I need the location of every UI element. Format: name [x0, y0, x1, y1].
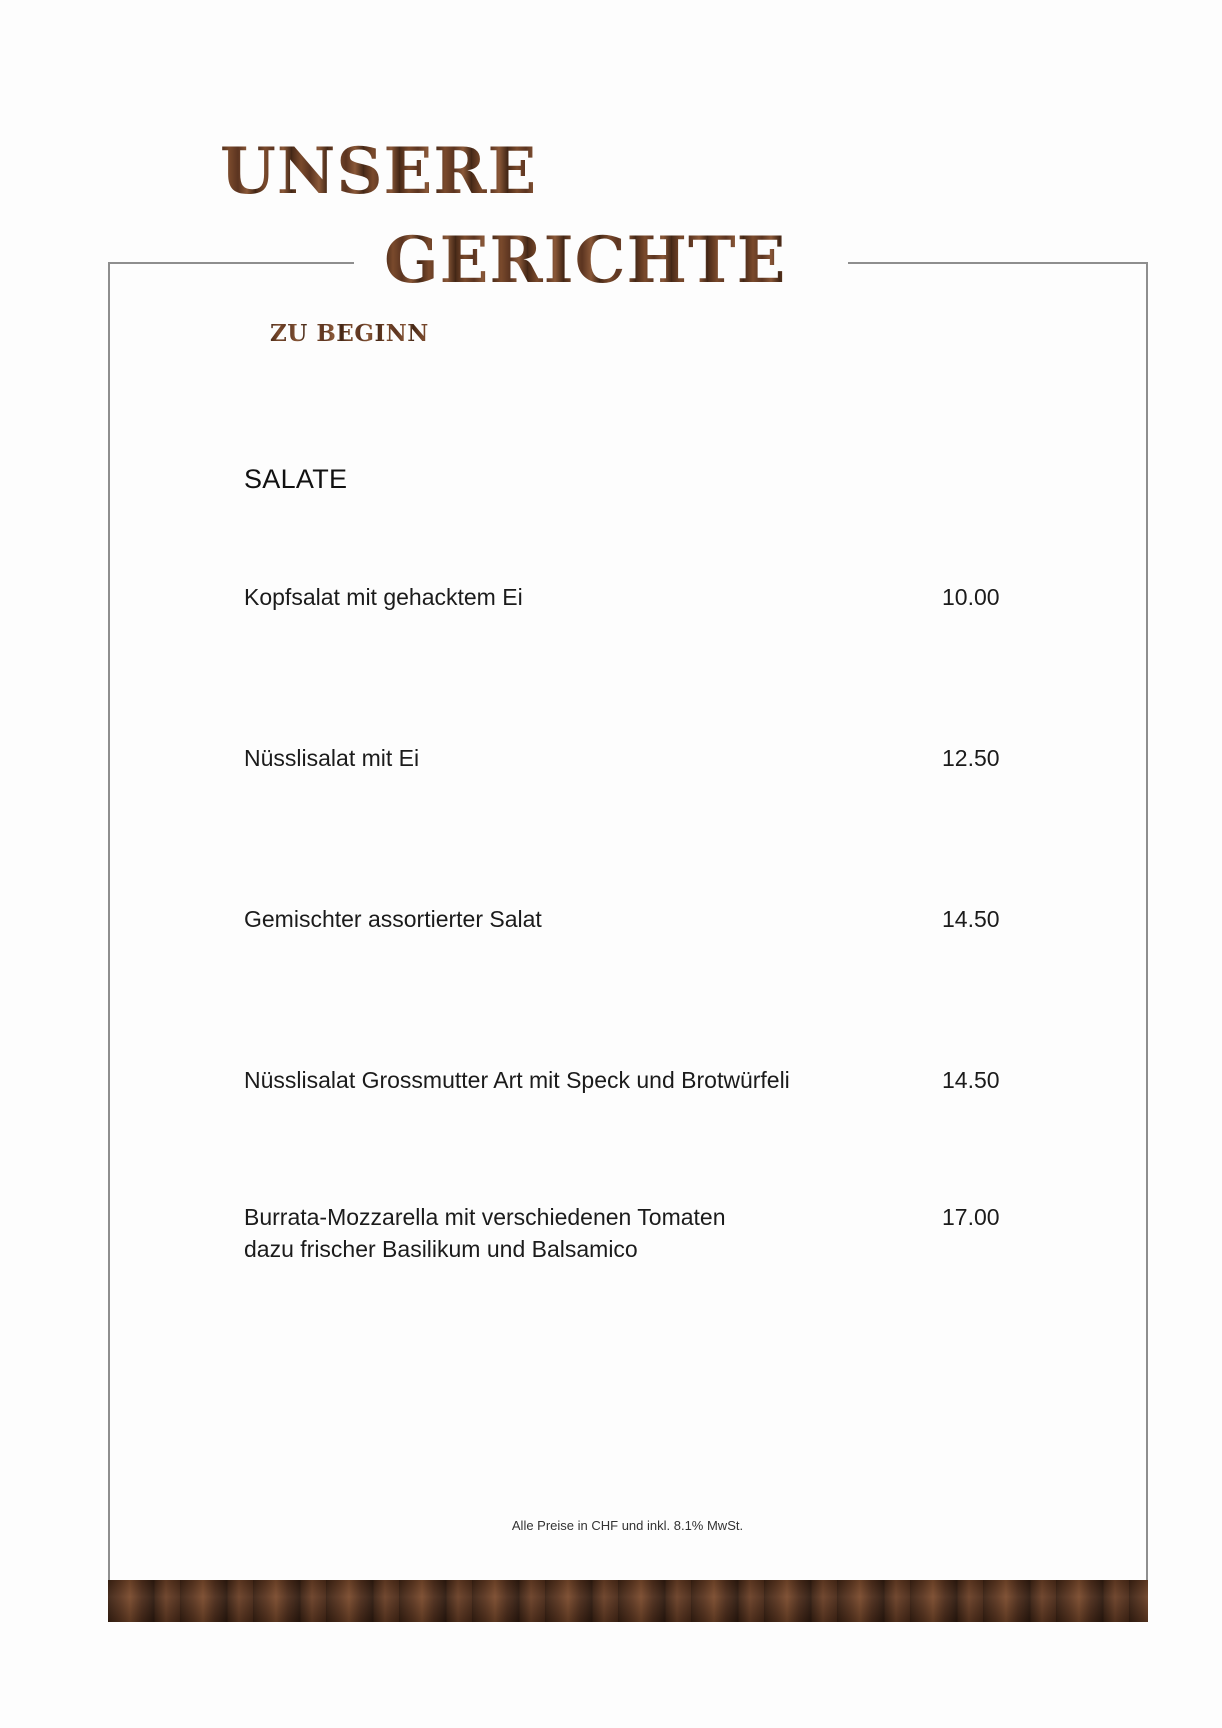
- frame-top-left-line: [108, 262, 354, 264]
- page-title-line-2: GERICHTE: [384, 223, 787, 298]
- menu-item-name-line: Burrata-Mozzarella mit verschiedenen Tomaten: [244, 1204, 726, 1230]
- menu-item-price: 14.50: [942, 906, 1000, 932]
- menu-item-name-line: Nüsslisalat Grossmutter Art mit Speck und Brotwürfeli: [244, 1067, 790, 1093]
- menu-item-name: [244, 1201, 864, 1265]
- menu-item-name-line: dazu frischer Basilikum und Balsamico: [244, 1236, 638, 1262]
- menu-item-name: [244, 1064, 864, 1096]
- menu-item-name-line: Kopfsalat mit gehacktem Ei: [244, 584, 523, 610]
- menu-item-price: 10.00: [942, 584, 1000, 610]
- menu-item-name: [244, 742, 864, 774]
- page-title-line-1: UNSERE: [220, 134, 538, 209]
- menu-item-price: 17.00: [942, 1204, 1000, 1230]
- wood-floor-strip: [108, 1580, 1148, 1622]
- menu-item-name-line: Gemischter assortierter Salat: [244, 906, 542, 932]
- menu-item-name: [244, 581, 864, 613]
- frame-left-line: [108, 262, 110, 1582]
- frame-right-line: [1146, 262, 1148, 1582]
- frame-top-right-line: [848, 262, 1148, 264]
- menu-item-price: 12.50: [942, 745, 1000, 771]
- section-heading-salate: SALATE: [244, 464, 348, 494]
- page-subtitle: ZU BEGINN: [270, 320, 429, 347]
- price-footnote: Alle Preise in CHF und inkl. 8.1% MwSt.: [511, 1518, 744, 1533]
- menu-item-name: [244, 903, 864, 935]
- menu-item-price: 14.50: [942, 1067, 1000, 1093]
- menu-item-name-line: Nüsslisalat mit Ei: [244, 745, 420, 771]
